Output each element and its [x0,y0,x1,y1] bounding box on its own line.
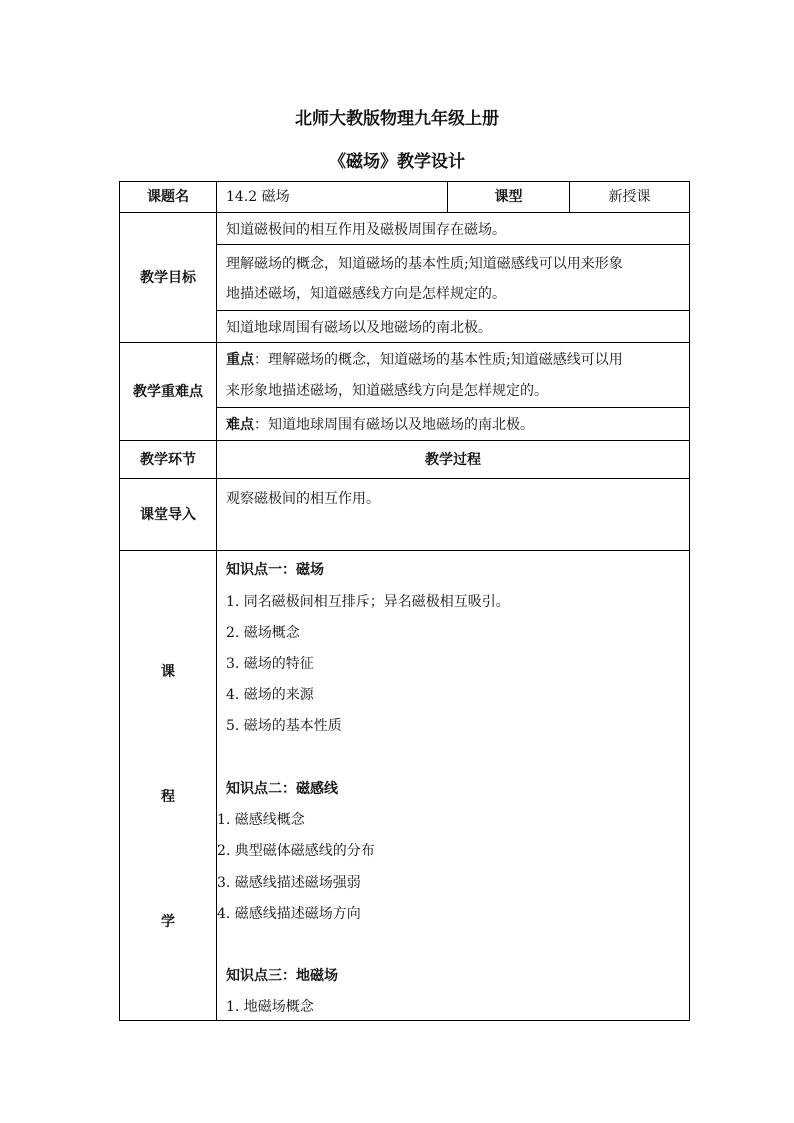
kp1-item-2: 2. 磁场概念 [226,625,300,641]
objective-2-line2: 地描述磁场，知道磁感线方向是怎样规定的。 [226,286,506,302]
objective-3: 知道地球周围有磁场以及地磁场的南北极。 [226,320,492,336]
key-point-prefix: 重点 [226,352,254,368]
key-point-text1: ：理解磁场的概念，知道磁场的基本性质;知道磁感线可以用 [254,352,623,368]
type-label: 课型 [494,189,523,205]
kp1-item-3: 3. 磁场的特征 [226,656,314,672]
process-label-char-3: 学 [161,914,175,930]
key-point-line1 [217,343,689,374]
kp3-title: 知识点三：地磁场 [226,968,338,984]
kp2-item-1: 1. 磁感线概念 [217,812,305,828]
process-label-char-2: 程 [161,789,175,805]
key-point-line2: 来形象地描述磁场，知道磁感线方向是怎样规定的。 [226,383,548,399]
intro-label: 课堂导入 [140,506,196,523]
topic-value: 14.2 磁场 [226,189,290,205]
difficult-point-text: ：知道地球周围有磁场以及地磁场的南北极。 [254,417,534,433]
difficult-point [217,408,689,439]
document-subtitle: 《磁场》教学设计 [329,152,465,172]
type-value: 新授课 [608,189,651,205]
kp2-title: 知识点二：磁感线 [226,781,338,797]
intro-text: 观察磁极间的相互作用。 [226,491,380,507]
kp1-item-4: 4. 磁场的来源 [226,687,314,703]
section-label-right: 教学过程 [425,451,481,468]
section-label-left: 教学环节 [140,451,196,468]
objective-2-line1: 理解磁场的概念，知道磁场的基本性质;知道磁感线可以用来形象 [226,256,623,272]
topic-label: 课题名 [147,189,189,205]
document-title: 北师大教版物理九年级上册 [295,109,499,129]
objective-1: 知道磁极间的相互作用及磁极周围存在磁场。 [226,222,506,238]
kp2-item-3: 3. 磁感线描述磁场强弱 [217,875,361,891]
process-label-char-1: 课 [161,664,175,680]
kp2-item-2: 2. 典型磁体磁感线的分布 [217,843,375,859]
kp3-item-1: 1. 地磁场概念 [226,999,314,1015]
kp2-item-4: 4. 磁感线描述磁场方向 [217,906,361,922]
kp1-title: 知识点一：磁场 [226,562,324,578]
objectives-label: 教学目标 [140,269,196,286]
kp1-item-1: 1. 同名磁极间相互排斥；异名磁极相互吸引。 [226,594,510,610]
kp1-item-5: 5. 磁场的基本性质 [226,718,342,734]
difficult-point-prefix: 难点 [226,417,254,433]
key-points-label: 教学重难点 [133,383,203,400]
